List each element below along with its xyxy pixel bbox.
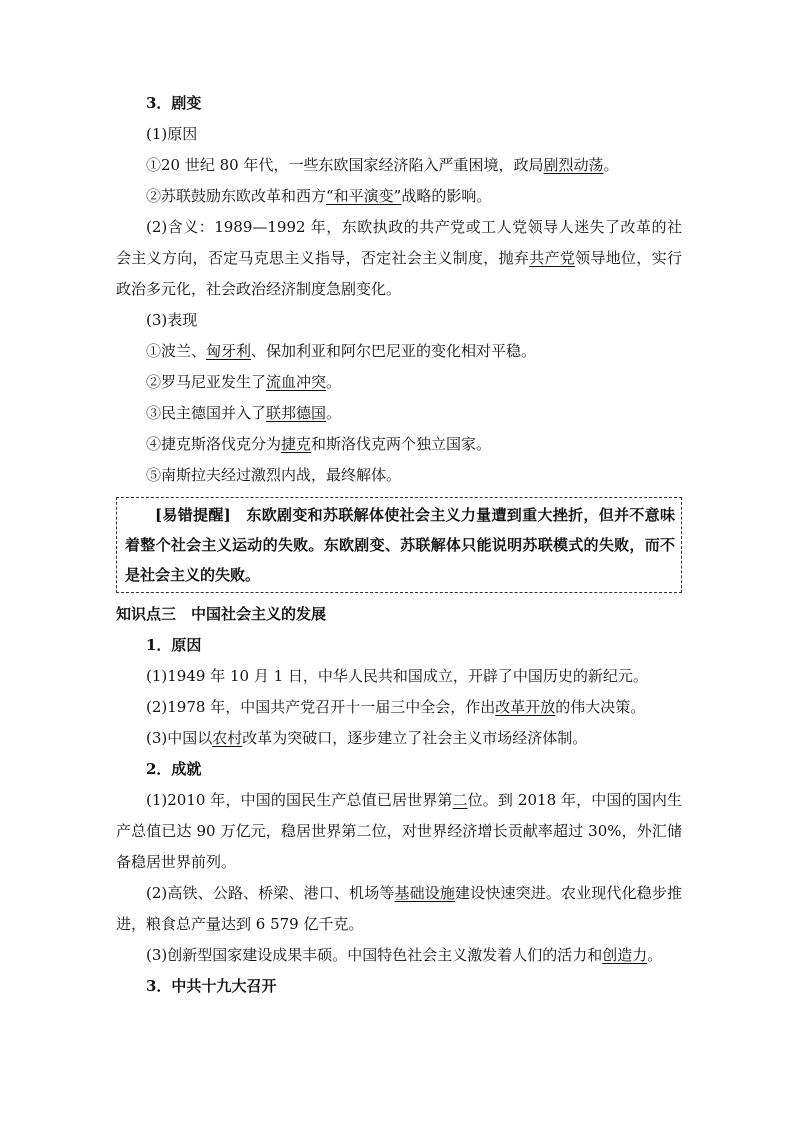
document-page	[116, 88, 682, 1002]
underlined-term: 流血冲突	[266, 373, 327, 391]
underlined-term: 联邦德国	[266, 404, 327, 422]
underlined-term: 二	[452, 791, 468, 809]
performance-item-4	[116, 429, 682, 460]
knowledge-point-title: 知识点三 中国社会主义的发展	[116, 605, 327, 623]
performance-item-2	[116, 367, 682, 398]
china-reason-item-2	[116, 692, 682, 723]
text-span: 建设快速突进。农业现代化稳步推进，粮食总产量达到 6 579 亿千克。	[116, 884, 682, 933]
section-heading-reason: 1．原因	[146, 636, 202, 654]
underlined-term: 基础设施	[394, 884, 456, 902]
performance-item-3	[116, 398, 682, 429]
text-span: (1)2010 年，中国的国民生产总值已居世界第	[146, 791, 453, 809]
text-span: (3)中国以	[146, 729, 213, 747]
text-span: (2)高铁、公路、桥梁、港口、机场等	[146, 884, 395, 902]
meaning-paragraph	[116, 212, 682, 305]
text-span: 。	[326, 404, 342, 422]
underlined-term: 匈牙利	[206, 342, 252, 360]
underlined-term: 创造力	[602, 946, 648, 964]
underlined-term: 农村	[212, 729, 243, 747]
performance-item-1	[116, 336, 682, 367]
underlined-term: 共产党	[529, 249, 576, 267]
reason-item-2	[116, 181, 682, 212]
achievement-paragraph-3	[116, 940, 682, 971]
china-reason-item-1: (1)1949 年 10 月 1 日，中华人民共和国成立，开辟了中国历史的新纪元。	[146, 667, 648, 685]
text-span: ②罗马尼亚发生了	[146, 373, 267, 391]
section-heading-congress: 3．中共十九大召开	[146, 977, 277, 995]
text-span: 。	[603, 156, 619, 174]
text-span: ②苏联鼓励东欧改革和西方	[146, 187, 327, 205]
text-span: 。	[647, 946, 663, 964]
text-span: 战略的影响。	[401, 187, 492, 205]
underlined-term: “和平演变”	[326, 187, 402, 205]
text-span: (2)1978 年，中国共产党召开十一届三中全会，作出	[146, 698, 496, 716]
reason-item-1	[116, 150, 682, 181]
section-heading-upheaval: 3．剧变	[146, 94, 202, 112]
section-heading-achievement: 2．成就	[146, 760, 202, 778]
text-span: 领导地位，实行政治多元化，社会政治经济制度急剧变化。	[116, 249, 682, 298]
error-tip-box	[116, 497, 682, 593]
underlined-term: 捷克	[281, 435, 312, 453]
text-span: 和斯洛伐克两个独立国家。	[311, 435, 492, 453]
text-span: 、保加利亚和阿尔巴尼亚的变化相对平稳。	[251, 342, 537, 360]
underlined-term: 改革开放	[495, 698, 556, 716]
error-tip-text	[125, 500, 675, 590]
text-span: 位。到 2018 年，中国的国内生产总值已达 90 万亿元，稳居世界第二位，对世界经济增长贡献率超过 30%，外汇储备稳居世界前列。	[116, 791, 682, 871]
text-span: (3)创新型国家建设成果丰硕。中国特色社会主义激发着人们的活力和	[146, 946, 603, 964]
achievement-paragraph-1	[116, 785, 682, 878]
text-span: (2)含义：1989—1992 年，东欧执政的共产党或工人党领导人迷失了改革的社会主义方向，否定马克思主义指导，否定社会主义制度，抛弃	[116, 218, 682, 267]
text-span: 改革为突破口，逐步建立了社会主义市场经济体制。	[242, 729, 588, 747]
subheading-reason: (1)原因	[146, 125, 198, 143]
text-span: 的伟大决策。	[555, 698, 646, 716]
achievement-paragraph-2	[116, 878, 682, 940]
performance-item-5: ⑤南斯拉夫经过激烈内战，最终解体。	[146, 466, 402, 484]
text-span: ①20 世纪 80 年代，一些东欧国家经济陷入严重困境，政局	[146, 156, 544, 174]
text-span: ①波兰、	[146, 342, 207, 360]
text-span: ④捷克斯洛伐克分为	[146, 435, 282, 453]
underlined-term: 剧烈动荡	[543, 156, 604, 174]
subheading-performance: (3)表现	[146, 311, 198, 329]
china-reason-item-3	[116, 723, 682, 754]
tip-body: 东欧剧变和苏联解体使社会主义力量遭到重大挫折，但并不意味着整个社会主义运动的失败。东欧剧变、苏联解体只能说明苏联模式的失败，而不是社会主义的失败。	[125, 506, 675, 584]
text-span: ③民主德国并入了	[146, 404, 267, 422]
text-span: 。	[326, 373, 342, 391]
tip-label: [易错提醒]	[155, 506, 231, 524]
